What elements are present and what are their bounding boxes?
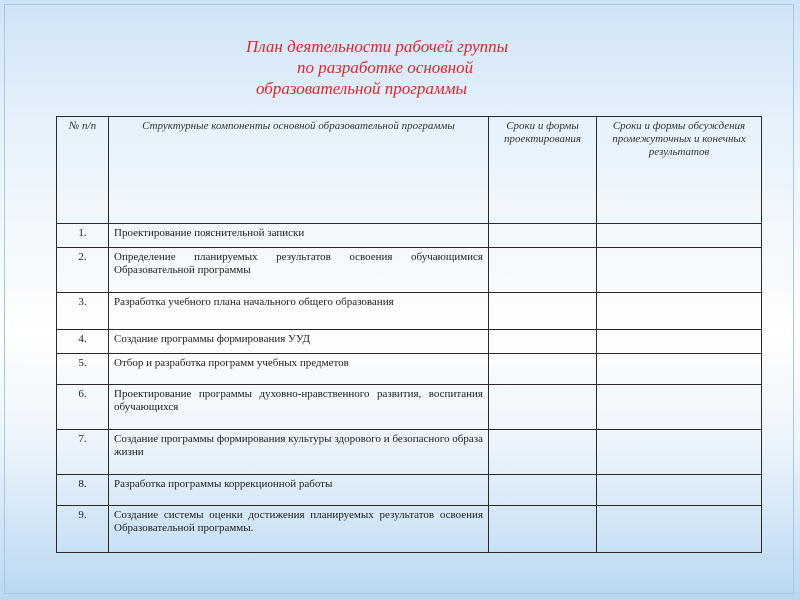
row-terms [489, 330, 597, 354]
row-terms [489, 430, 597, 475]
row-number: 5. [57, 354, 109, 385]
title-line-2: по разработке основной [297, 58, 474, 77]
table-row [57, 248, 762, 293]
title-line-3: образовательной программы [256, 79, 468, 98]
row-discussion [597, 293, 762, 330]
row-discussion [597, 354, 762, 385]
title-line-1: План деятельности рабочей группы [246, 37, 509, 56]
table-row [57, 224, 762, 248]
slide-title [200, 36, 600, 99]
row-discussion [597, 224, 762, 248]
row-task: Создание системы оценки достижения планируемых результатов освоения Образовательной программы. [109, 506, 489, 553]
header-discussion: Сроки и формы обсуждения промежуточных и конечных результатов [597, 117, 762, 224]
row-number: 8. [57, 475, 109, 506]
row-task: Определение планируемых результатов освоения обучающимися Образовательной программы [109, 248, 489, 293]
row-number: 1. [57, 224, 109, 248]
plan-table [56, 116, 762, 553]
row-task: Создание программы формирования УУД [109, 330, 489, 354]
table-row [57, 354, 762, 385]
table-row [57, 293, 762, 330]
row-number: 7. [57, 430, 109, 475]
row-terms [489, 224, 597, 248]
table-row [57, 506, 762, 553]
row-terms [489, 475, 597, 506]
row-task: Разработка учебного плана начального общего образования [109, 293, 489, 330]
row-number: 4. [57, 330, 109, 354]
row-terms [489, 385, 597, 430]
table-row [57, 385, 762, 430]
row-task: Проектирование программы духовно-нравственного развития, воспитания обучающихся [109, 385, 489, 430]
row-terms [489, 248, 597, 293]
header-components: Структурные компоненты основной образовательной программы [109, 117, 489, 224]
row-task: Разработка программы коррекционной работы [109, 475, 489, 506]
table-row [57, 430, 762, 475]
table-row [57, 475, 762, 506]
row-task: Создание программы формирования культуры здорового и безопасного образа жизни [109, 430, 489, 475]
row-discussion [597, 385, 762, 430]
row-discussion [597, 330, 762, 354]
row-number: 3. [57, 293, 109, 330]
row-discussion [597, 248, 762, 293]
row-task: Проектирование пояснительной записки [109, 224, 489, 248]
row-discussion [597, 475, 762, 506]
row-terms [489, 506, 597, 553]
row-discussion [597, 430, 762, 475]
row-terms [489, 354, 597, 385]
row-task: Отбор и разработка программ учебных предметов [109, 354, 489, 385]
row-number: 9. [57, 506, 109, 553]
table-header-row [57, 117, 762, 224]
header-terms: Сроки и формы проектирования [489, 117, 597, 224]
row-discussion [597, 506, 762, 553]
row-number: 2. [57, 248, 109, 293]
row-terms [489, 293, 597, 330]
row-number: 6. [57, 385, 109, 430]
header-number: № п/п [57, 117, 109, 224]
table-row [57, 330, 762, 354]
